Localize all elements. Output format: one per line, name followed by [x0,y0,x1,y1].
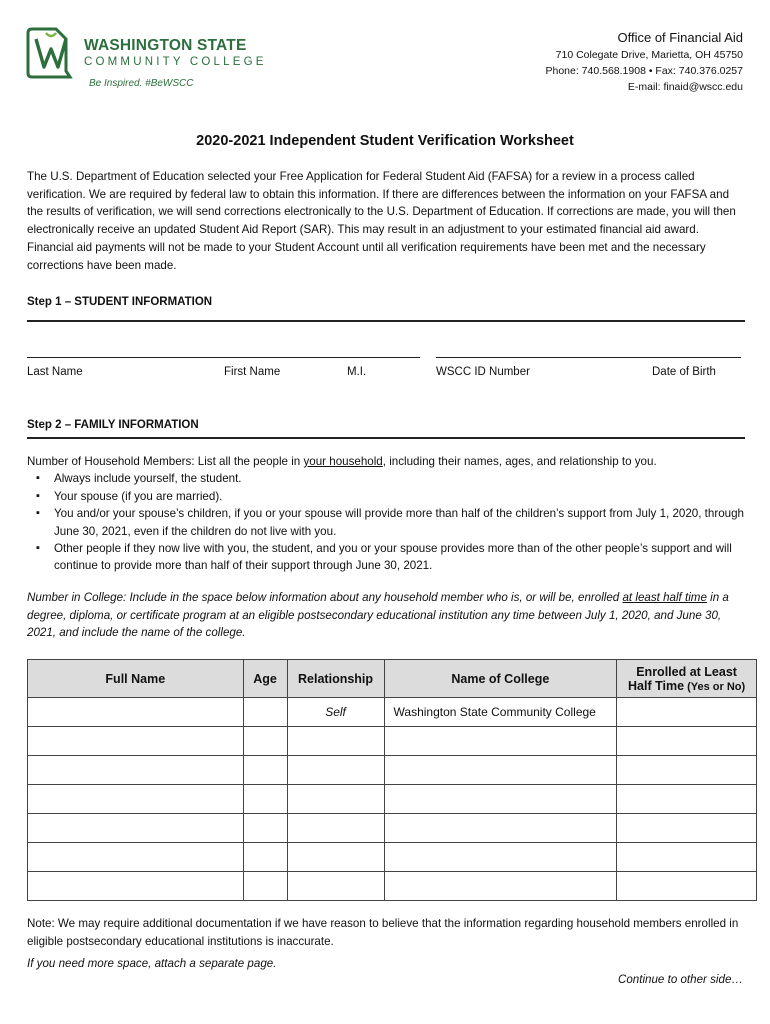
age-cell[interactable] [243,814,287,843]
documentation-note: Note: We may require additional documentation if we have reason to believe that the information regarding household members enrolled in eligible postsecondary educational institutions is inaccurate. [27,917,739,948]
enrolled-cell[interactable] [617,727,757,756]
college-logo-icon [26,27,76,86]
enrolled-cell[interactable] [617,843,757,872]
relationship-cell: Self [287,698,384,727]
college-cell[interactable] [384,727,617,756]
full-name-cell[interactable] [28,872,244,901]
table-row [28,756,757,785]
enrolled-header: Enrolled at Least Half Time (Yes or No) [617,660,757,698]
middle-initial-label: M.I. [347,366,367,378]
college-cell[interactable] [384,872,617,901]
household-bullets [27,470,747,574]
step1-divider [27,320,745,322]
age-cell[interactable] [243,756,287,785]
list-item: ▪ You and/or your spouse’s children, if you or your spouse will provide more than half of the children’s support from July 1, 2020, through June 30, 2021, even if the children do not live with you. [54,505,747,540]
enrolled-cell[interactable] [617,698,757,727]
college-name-line1: WASHINGTON STATE [84,37,247,54]
first-name-label: First Name [224,366,281,378]
list-item: ▪ Always include yourself, the student. [54,470,747,487]
full-name-cell[interactable] [28,814,244,843]
full-name-cell[interactable] [28,843,244,872]
table-row [28,814,757,843]
age-cell[interactable] [243,727,287,756]
age-cell[interactable] [243,872,287,901]
step2-divider [27,437,745,439]
relationship-header: Relationship [287,660,384,698]
full-name-header: Full Name [28,660,244,698]
full-name-cell[interactable] [28,785,244,814]
college-cell[interactable] [384,756,617,785]
office-email: E-mail: finaid@wscc.edu [627,81,743,93]
college-tagline: Be Inspired. #BeWSCC [89,78,194,89]
college-cell: Washington State Community College [384,698,617,727]
last-name-label: Last Name [27,366,83,378]
office-name: Office of Financial Aid [617,30,743,45]
table-row [28,727,757,756]
college-name-header: Name of College [384,660,617,698]
age-header: Age [243,660,287,698]
relationship-cell[interactable] [287,785,384,814]
household-intro: Number of Household Members: List all the people in your household, including their names, ages, and relationship to you. [27,455,657,468]
enrolled-cell[interactable] [617,872,757,901]
full-name-cell[interactable] [28,756,244,785]
office-address: 710 Colegate Drive, Marietta, OH 45750 [555,49,743,61]
intro-paragraph: The U.S. Department of Education selected your Free Application for Federal Student Aid (FAFSA) for a review in a process called verification. We are required by federal law to obtain this information. If there are differences between the information on your FAFSA and the results of verification, we will send corrections electronically to the U.S. Department of Education. If corrections are made, you will then electronically receive an updated Student Aid Report (SAR). This may result in an adjustment to your estimated financial aid award. Financial aid payments will not be made to your Student Account until all verification requirements have been met and the necessary corrections have been made. [27,170,736,272]
college-name-line2: COMMUNITY COLLEGE [84,56,267,68]
age-cell[interactable] [243,843,287,872]
list-item: ▪ Your spouse (if you are married). [54,488,747,505]
full-name-cell[interactable] [28,727,244,756]
household-college-table [27,659,757,901]
enrolled-cell[interactable] [617,814,757,843]
relationship-cell[interactable] [287,756,384,785]
full-name-cell[interactable] [28,698,244,727]
your-household-emphasis: your household [303,455,383,468]
date-of-birth-label: Date of Birth [652,366,716,378]
relationship-cell[interactable] [287,727,384,756]
age-cell[interactable] [243,785,287,814]
table-header-row [28,660,757,698]
table-row [28,872,757,901]
relationship-cell[interactable] [287,843,384,872]
student-name-field[interactable] [27,357,420,358]
enrolled-cell[interactable] [617,785,757,814]
college-cell[interactable] [384,785,617,814]
step1-heading: Step 1 – STUDENT INFORMATION [27,296,213,308]
table-row [28,698,757,727]
more-space-note: If you need more space, attach a separate page. [27,957,277,970]
relationship-cell[interactable] [287,872,384,901]
wscc-id-label: WSCC ID Number [436,366,530,378]
continue-note: Continue to other side… [617,973,743,986]
half-time-emphasis: at least half time [622,591,707,604]
household-instructions [27,453,747,575]
table-row [28,785,757,814]
age-cell[interactable] [243,698,287,727]
college-cell[interactable] [384,843,617,872]
step2-heading: Step 2 – FAMILY INFORMATION [27,419,199,431]
student-id-dob-field[interactable] [436,357,741,358]
enrolled-cell[interactable] [617,756,757,785]
number-in-college-instructions: Number in College: Include in the space below information about any household member who is, or will be, enrolled at least half time in a degree, diploma, or certificate program at an eligible postsecondary educational institution any time between July 1, 2020, and June 30, 2021, and include the name of the college. [27,591,729,640]
relationship-cell[interactable] [287,814,384,843]
list-item: ▪ Other people if they now live with you, the student, and you or your spouse provides more than of the other people’s support and will continue to provide more than half of their support through June 30, 2021. [54,540,747,575]
office-phone-fax: Phone: 740.568.1908 • Fax: 740.376.0257 [545,65,743,77]
college-cell[interactable] [384,814,617,843]
document-title: 2020-2021 Independent Student Verification Worksheet [196,133,574,149]
table-row [28,843,757,872]
